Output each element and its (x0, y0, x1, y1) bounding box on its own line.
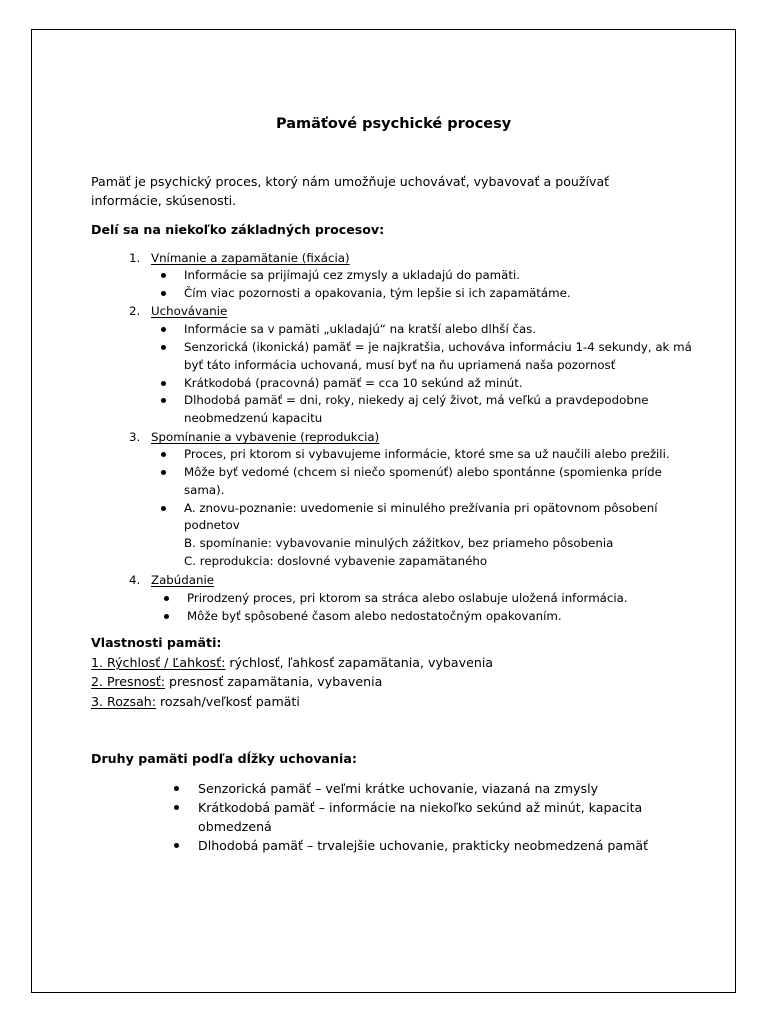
bullet-icon (174, 805, 179, 810)
bullet-icon (161, 470, 166, 475)
property-desc: presnosť zapamätania, vybavenia (165, 674, 383, 689)
list-item: Krátkodobá (pracovná) pamäť = cca 10 sekúnd až minút. (184, 376, 523, 390)
list-item: Prirodzený proces, pri ktorom sa stráca alebo oslabuje uložená informácia. (187, 591, 628, 605)
list-item: Informácie sa v pamäti „ukladajú“ na kratší alebo dlhší čas. (184, 322, 537, 336)
section-number: 1. (129, 251, 141, 265)
section-number: 4. (129, 573, 141, 587)
bullet-icon (161, 291, 166, 296)
bullet-icon (161, 398, 166, 403)
section-heading: Spomínanie a vybavenie (reprodukcia) (151, 430, 380, 444)
property-term: 2. Presnosť: (91, 674, 166, 689)
list-item-continuation: sama). (184, 483, 225, 497)
list-item: Môže byť vedomé (chcem si niečo spomenúť) alebo spontánne (spomienka príde (184, 465, 662, 479)
list-item: Dlhodobá pamäť = dni, roky, niekedy aj celý život, má veľkú a pravdepodobne (184, 393, 649, 407)
property-line (91, 696, 300, 709)
bullet-icon (161, 327, 166, 332)
property-desc: rozsah/veľkosť pamäti (156, 694, 300, 709)
section-heading: Zabúdanie (151, 573, 215, 587)
section-heading: Uchovávanie (151, 304, 228, 318)
bullet-icon (161, 345, 166, 350)
bullet-icon (174, 843, 179, 848)
property-desc: rýchlosť, ľahkosť zapamätania, vybavenia (225, 655, 494, 670)
section-heading: Vnímanie a zapamätanie (fixácia) (151, 251, 350, 265)
list-item: Senzorická (ikonická) pamäť = je najkratšia, uchováva informáciu 1-4 sekundy, ak má (184, 340, 692, 354)
intro-line: informácie, skúsenosti. (91, 193, 237, 208)
bullet-icon (161, 452, 166, 457)
property-term: 1. Rýchlosť / Ľahkosť: (91, 655, 226, 670)
list-item-continuation: C. reprodukcia: doslovné vybavenie zapamätaného (184, 554, 488, 568)
bullet-icon (161, 381, 166, 386)
list-item: Môže byť spôsobené časom alebo nedostatočným opakovaním. (187, 609, 562, 623)
list-item: Senzorická pamäť – veľmi krátke uchovanie, viazaná na zmysly (198, 781, 599, 796)
list-item-continuation: obmedzená (198, 819, 272, 834)
bullet-icon (161, 273, 166, 278)
properties-heading: Vlastnosti pamäti: (91, 635, 222, 650)
list-item: Proces, pri ktorom si vybavujeme informácie, ktoré sme sa už naučili alebo prežili. (184, 447, 670, 461)
list-item-continuation: podnetov (184, 518, 240, 532)
document-title: Pamäťové psychické procesy (276, 116, 512, 132)
list-item: Informácie sa prijímajú cez zmysly a ukladajú do pamäti. (184, 268, 521, 282)
bullet-icon (174, 786, 179, 791)
section-number: 2. (129, 304, 141, 318)
bullet-icon (164, 614, 169, 619)
property-line (91, 676, 382, 689)
list-item-continuation: neobmedzenú kapacitu (184, 411, 323, 425)
list-item-continuation: B. spomínanie: vybavovanie minulých zážitkov, bez priameho pôsobenia (184, 536, 614, 550)
bullet-icon (161, 506, 166, 511)
property-term: 3. Rozsah: (91, 694, 157, 709)
processes-heading: Delí sa na niekoľko základných procesov: (91, 222, 385, 237)
types-heading: Druhy pamäti podľa dĺžky uchovania: (91, 751, 357, 766)
list-item-continuation: byť táto informácia uchovaná, musí byť na ňu upriamená naša pozornosť (184, 358, 616, 372)
list-item: Krátkodobá pamäť – informácie na niekoľko sekúnd až minút, kapacita (198, 800, 643, 815)
bullet-icon (164, 596, 169, 601)
intro-line: Pamäť je psychický proces, ktorý nám umožňuje uchovávať, vybavovať a používať (91, 174, 610, 189)
list-item: A. znovu-poznanie: uvedomenie si minulého prežívania pri opätovnom pôsobení (184, 501, 658, 515)
property-line (91, 657, 493, 670)
list-item: Čím viac pozornosti a opakovania, tým lepšie si ich zapamätáme. (184, 286, 571, 300)
list-item: Dlhodobá pamäť – trvalejšie uchovanie, prakticky neobmedzená pamäť (198, 838, 649, 853)
section-number: 3. (129, 430, 141, 444)
